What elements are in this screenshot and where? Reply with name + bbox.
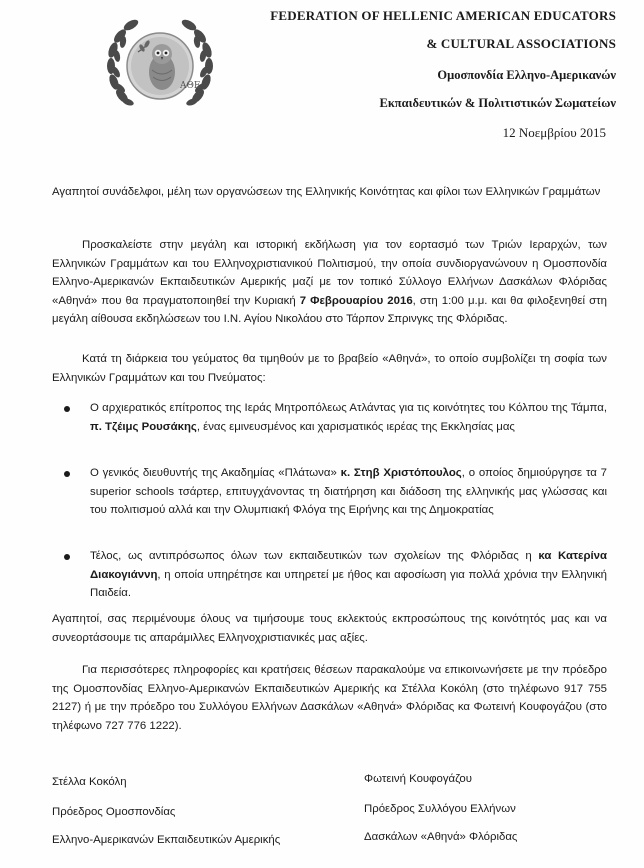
honoree-item-1 — [90, 399, 607, 436]
honoree-1-text-b: , ένας εμινευσμένος και χαρισματικός ιερέας της Εκκλησίας μας — [196, 420, 515, 433]
owl-laurel-wreath-icon — [102, 8, 218, 124]
invitation-paragraph — [52, 236, 607, 329]
signature-left-title2: Ελληνο-Αμερικανών Εκπαιδευτικών Αμερικής — [52, 834, 281, 846]
bullet-dot — [64, 406, 70, 412]
honoree-item-2 — [90, 464, 607, 520]
signature-left-name: Στέλλα Κοκόλη — [52, 776, 127, 788]
federation-name-en-line2: & CULTURAL ASSOCIATIONS — [426, 36, 616, 51]
honoree-1-name: π. Τζέιμς Ρουσάκης — [90, 420, 197, 433]
award-intro-paragraph: Κατά τη διάρκεια του γεύματος θα τιμηθούν με το βραβείο «Αθηνά», το οποίο συμβολίζει τη σοφία των Ελληνικών Γραμμάτων και του Πνεύματος: — [52, 353, 607, 384]
signature-right-title2: Δασκάλων «Αθηνά» Φλόριδας — [364, 831, 518, 843]
federation-name-gr-line2: Εκπαιδευτικών & Πολιτιστικών Σωματείων — [379, 96, 616, 110]
honoree-3-text-a: Τέλος, ως αντιπρόσωπος όλων των εκπαιδευτικών των σχολείων της Φλόριδας η — [90, 550, 539, 562]
closing-paragraph: Αγαπητοί, σας περιμένουμε όλους να τιμήσουμε τους εκλεκτούς εκπροσώπους της κοινότητός μας και να συνεορτάσουμε τις απαράμιλλες Ελληνοχριστιανικές μας αξίες. — [52, 613, 607, 644]
bullet-dot — [64, 471, 70, 477]
greeting-paragraph: Αγαπητοί συνάδελφοι, μέλη των οργανώσεων της Ελληνικής Κοινότητας και φίλοι των Ελληνικών Γραμμάτων — [52, 186, 601, 198]
honoree-2-text-b: , ο οποίος δημιούργησε τα 7 superior schools τσάρτερ, επιτυγχάνοντας τη διατήρηση και διάδοση της ελληνικής μας γλώσσας και του πολιτισμού αλλά και την Ολυμπιακή Φλόγα της Ειρήνης και της Δημοκρατίας — [90, 467, 607, 516]
event-date: 7 Φεβρουαρίου 2016 — [299, 294, 413, 307]
honoree-item-3 — [90, 547, 607, 603]
invitation-text-b: , στη 1:00 μ.μ. και θα φιλοξενηθεί στη μεγάλη αίθουσα εκδηλώσεων του Ι.Ν. Αγίου Νικολάου στο Τάρπον Σπρινγκς της Φλόριδας. — [52, 294, 607, 325]
signature-right-name: Φωτεινή Κουφογάζου — [364, 773, 472, 785]
letter-date: 12 Νοεμβρίου 2015 — [502, 125, 606, 140]
federation-name-gr-line1: Ομοσπονδία Ελληνο-Αμερικανών — [437, 68, 616, 82]
contact-paragraph: Για περισσότερες πληροφορίες και κρατήσεις θέσεων παρακαλούμε να επικοινωνήσετε με την πρόεδρο της Ομοσπονδίας Ελληνο-Αμερικανών Εκπαιδευτικών Αμερικής κα Στέλλα Κοκόλη (στο τηλέφωνο 917 755 2127) ή με την πρόεδρο του Συλλόγου Ελλήνων Δασκάλων «Αθηνά» Φλόριδας κα Φωτεινή Κουφογάζου (στο τηλέφωνο 727 776 1222). — [52, 664, 607, 732]
invitation-text-a: Προσκαλείστε στην μεγάλη και ιστορική εκδήλωση για τον εορτασμό των Τριών Ιεραρχών, των Ελληνικών Γραμμάτων και του Ελληνοχριστιανικού Πολιτισμού, την οποία συνδιοργανώνουν η Ομοσπονδία Ελληνο-Αμερικανών Εκπαιδευτικών Αμερικής μαζί με τον τοπικό Σύλλογο Ελλήνων Δασκάλων Φλόριδας «Αθηνά» που θα πραγματοποιηθεί την Κυριακή — [52, 239, 607, 307]
svg-text:ΑΘΕ: ΑΘΕ — [180, 81, 201, 91]
signature-right-title1: Πρόεδρος Συλλόγου Ελλήνων — [364, 803, 516, 815]
honoree-2-name: κ. Στηβ Χριστόπουλος — [340, 467, 462, 479]
honoree-3-text-b: , η οποία υπηρέτησε και υπηρετεί με ήθος και αφοσίωση για πολλά χρόνια την Ελληνική Παιδεία. — [90, 568, 607, 599]
federation-name-en-line1: FEDERATION OF HELLENIC AMERICAN EDUCATORS — [270, 8, 616, 23]
honoree-3-name: κα Κατερίνα Διακογιάννη — [90, 550, 607, 581]
honoree-2-text-a: Ο γενικός διευθυντής της Ακαδημίας «Πλάτωνα» — [90, 467, 341, 479]
honoree-1-text-a: Ο αρχιερατικός επίτροπος της Ιεράς Μητροπόλεως Ατλάντας για τις κοινότητες του Κόλπου της Τάμπα, — [90, 402, 607, 414]
signature-left-title1: Πρόεδρος Ομοσπονδίας — [52, 806, 176, 818]
bullet-dot — [64, 554, 70, 560]
